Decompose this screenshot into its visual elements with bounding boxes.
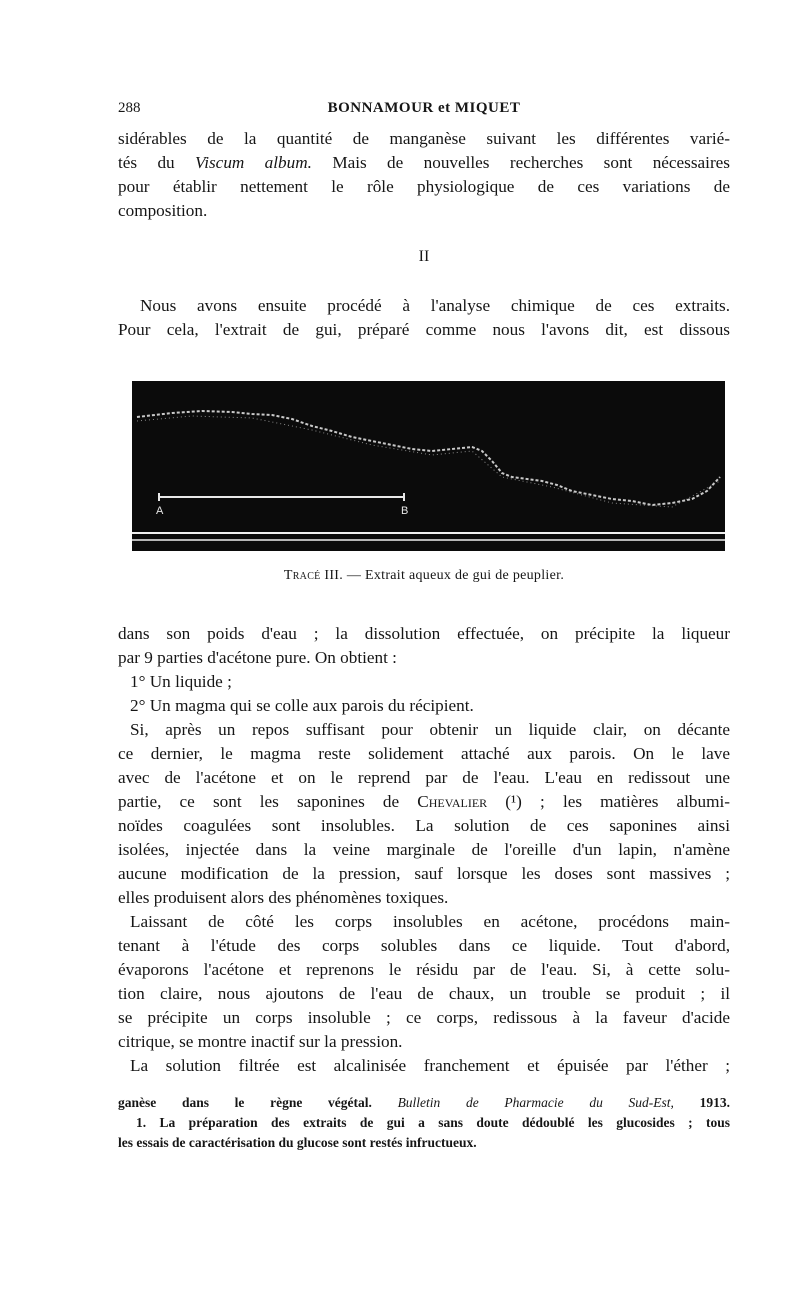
figure-label: Tracé III. [283, 568, 344, 583]
text-line: tion claire, nous ajoutons de l'eau de chaux, un trouble se produit ; il [118, 984, 730, 1003]
journal-title: Bulletin de Pharmacie du Sud-Est, [397, 1095, 674, 1110]
section-number: II [418, 248, 430, 265]
footnote-continuation [118, 1093, 730, 1113]
text-line: Pour cela, l'extrait de gui, préparé comme nous l'avons dit, est dissous [118, 320, 730, 339]
running-head [118, 100, 730, 122]
figure-caption-text: — Extrait aqueux de gui de peuplier. [343, 568, 565, 583]
footnotes [118, 1093, 730, 1153]
text-line: tenant à l'étude des corps solubles dans ce liquide. Tout d'abord, [118, 936, 730, 955]
text-line [118, 151, 730, 175]
figure-caption [118, 568, 730, 584]
tracing-image [132, 381, 725, 551]
marker-label-b: B [401, 505, 409, 517]
page-number: 288 [118, 100, 141, 116]
text-line: dans son poids d'eau ; la dissolution effectuée, on précipite la liqueur [118, 624, 730, 643]
text-line: elles produisent alors des phénomènes toxiques. [118, 888, 449, 907]
text-span: partie, ce sont les saponines de [118, 792, 418, 811]
footnote-1: 1. La préparation des extraits de gui a sans doute dédoublé les glucosides ; tous [136, 1115, 730, 1130]
list-item: 2° Un magma qui se colle aux parois du récipient. [130, 696, 474, 715]
text-line: évaporons l'acétone et reprenons le résidu par de l'eau. Si, à cette solu- [118, 960, 730, 979]
text-line: aucune modification de la pression, sauf lorsque les doses sont massives ; [118, 864, 730, 883]
text-line: citrique, se montre inactif sur la pression. [118, 1032, 403, 1051]
species-name: Viscum album. [195, 153, 312, 172]
text-line: Laissant de côté les corps insolubles en acétone, procédons main- [130, 912, 730, 931]
text-span: tés du [118, 153, 195, 172]
text-line: Nous avons ensuite procédé à l'analyse chimique de ces extraits. [140, 296, 730, 315]
kymograph-tracing [132, 381, 725, 551]
text-line: ce dernier, le magma reste solidement attaché aux parois. On le lave [118, 744, 730, 763]
author-name: Chevalier [417, 792, 488, 811]
text-span: 1913. [673, 1095, 730, 1110]
paragraph-section-intro [118, 294, 730, 342]
text-span: ganèse dans le règne végétal. [118, 1095, 398, 1110]
footnote-1-continued: les essais de caractérisation du glucose sont restés infructueux. [118, 1135, 477, 1150]
paragraph-continuation [118, 127, 730, 223]
text-line [118, 790, 730, 814]
text-span: (¹) ; les matières albumi- [487, 792, 730, 811]
list-item: 1° Un liquide ; [130, 672, 232, 691]
text-line: La solution filtrée est alcalinisée franchement et épuisée par l'éther ; [130, 1056, 730, 1075]
running-title: BONNAMOUR et MIQUET [327, 100, 521, 116]
text-line: avec de l'acétone et on le reprend par de l'eau. L'eau en redissout une [118, 768, 730, 787]
text-line: pour établir nettement le rôle physiologique de ces variations de [118, 177, 730, 196]
marker-label-a: A [156, 505, 164, 517]
text-span: Mais de nouvelles recherches sont nécessaires [311, 153, 730, 172]
text-line: composition. [118, 201, 208, 220]
text-line: isolées, injectée dans la veine marginale de l'oreille d'un lapin, n'amène [118, 840, 730, 859]
main-text [118, 622, 730, 1078]
tracing-background [132, 381, 725, 551]
text-line: Si, après un repos suffisant pour obtenir un liquide clair, on décante [130, 720, 730, 739]
text-line: sidérables de la quantité de manganèse suivant les différentes varié- [118, 129, 730, 148]
text-line: par 9 parties d'acétone pure. On obtient : [118, 648, 397, 667]
text-line: se précipite un corps insoluble ; ce corps, redissous à la faveur d'acide [118, 1008, 730, 1027]
text-line: noïdes coagulées sont insolubles. La solution de ces saponines ainsi [118, 816, 730, 835]
